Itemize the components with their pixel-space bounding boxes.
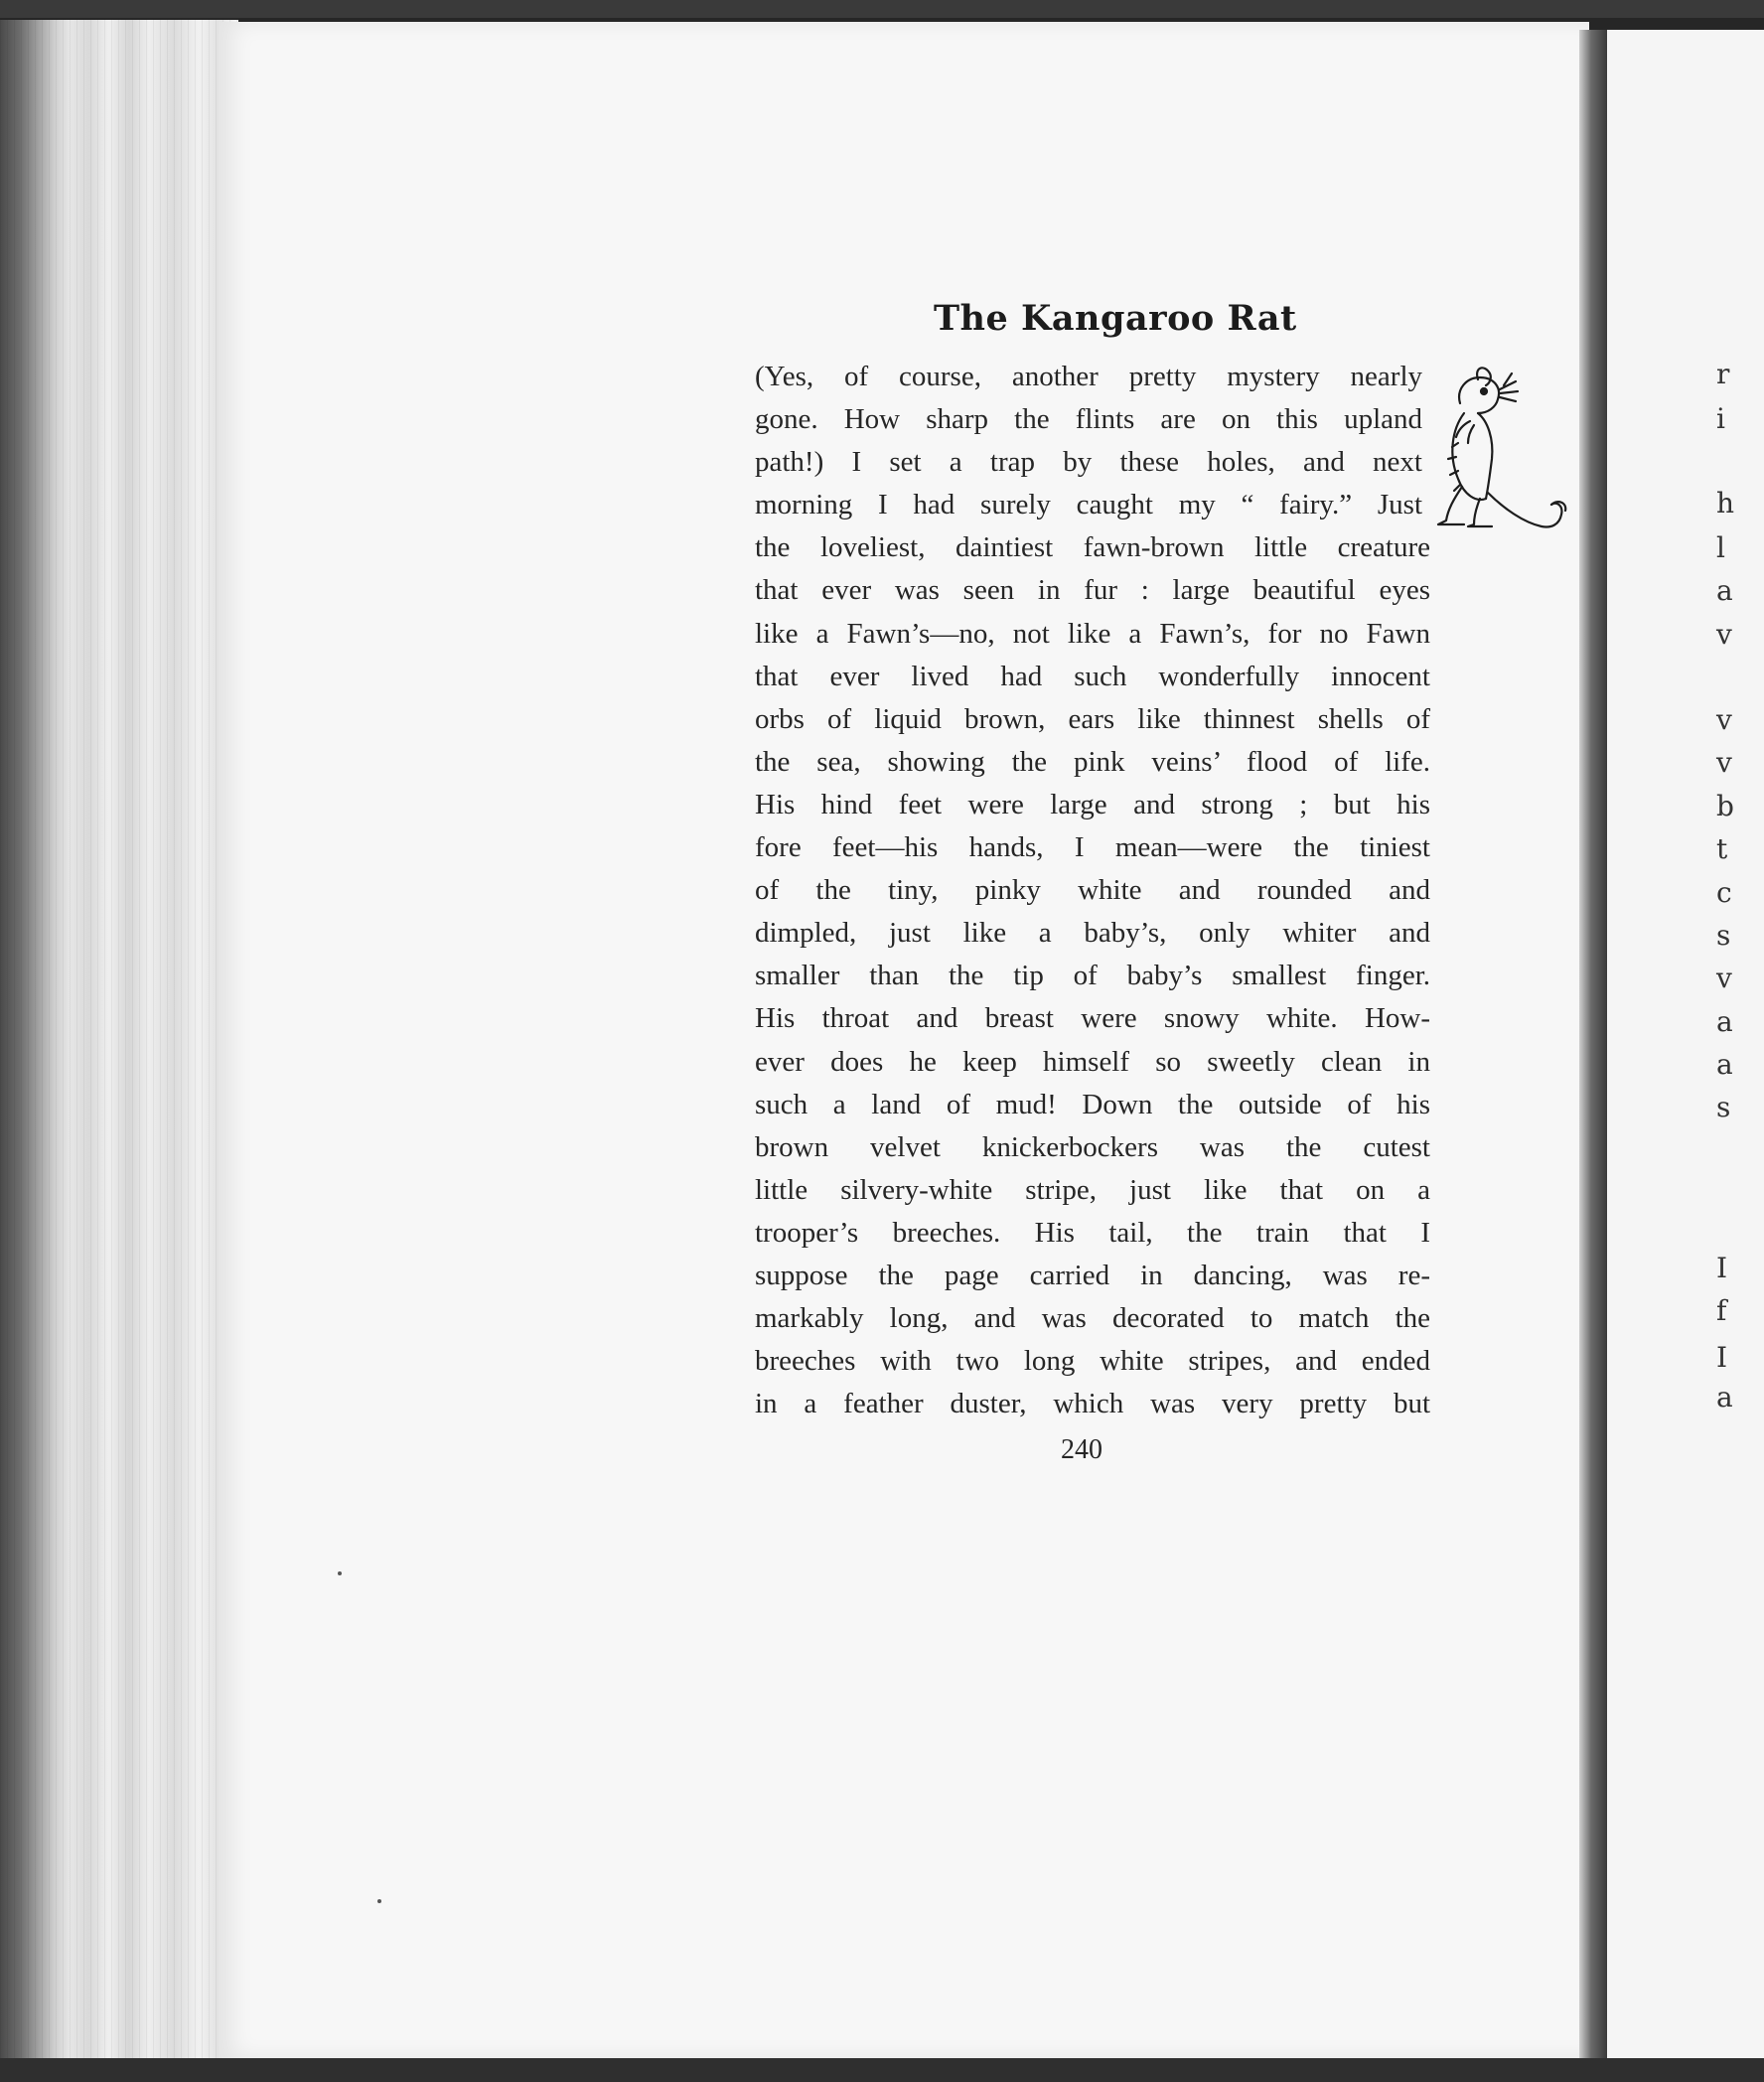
text-line: suppose the page carried in dancing, was re- xyxy=(755,1259,1430,1291)
text-line: morning I had surely caught my “ fairy.” Just xyxy=(755,489,1422,521)
facing-page-letter: i xyxy=(1716,402,1725,435)
page-number: 240 xyxy=(1061,1434,1102,1465)
text-line: markably long, and was decorated to match the xyxy=(755,1302,1430,1335)
facing-page-letter: t xyxy=(1716,832,1728,865)
text-line: ever does he keep himself so sweetly clean in xyxy=(755,1045,1430,1078)
facing-page-letter: s xyxy=(1716,1091,1731,1123)
facing-page-letter: f xyxy=(1716,1294,1727,1327)
text-line: trooper’s breeches. His tail, the train that I xyxy=(755,1216,1430,1249)
text-line: dimpled, just like a baby’s, only whiter and xyxy=(755,917,1430,950)
facing-page-letter: a xyxy=(1716,574,1733,607)
facing-page-letter: a xyxy=(1716,1381,1733,1413)
book-bottom-edge xyxy=(0,2058,1764,2082)
facing-page-letter: v xyxy=(1716,618,1732,651)
text-line: in a feather duster, which was very pretty but xyxy=(755,1388,1430,1420)
text-line: little silvery-white stripe, just like that on a xyxy=(755,1173,1430,1206)
text-line: breeches with two long white stripes, and ended xyxy=(755,1345,1430,1378)
facing-page-letter: I xyxy=(1716,1341,1728,1374)
facing-page-letter: c xyxy=(1716,876,1732,909)
facing-page-letter: v xyxy=(1716,746,1732,779)
text-line: path!) I set a trap by these holes, and next xyxy=(755,446,1422,479)
text-line: fore feet—his hands, I mean—were the tiniest xyxy=(755,831,1430,864)
text-line: (Yes, of course, another pretty mystery nearly xyxy=(755,361,1422,392)
facing-page-letter: v xyxy=(1716,703,1732,736)
text-line: His throat and breast were snowy white. How- xyxy=(755,1002,1430,1035)
facing-page-letter: h xyxy=(1716,487,1735,520)
facing-page-letter: r xyxy=(1716,358,1730,390)
body-text xyxy=(755,356,1430,1425)
text-line: such a land of mud! Down the outside of his xyxy=(755,1088,1430,1120)
text-line: gone. How sharp the flints are on this upland xyxy=(755,403,1422,436)
facing-page-letter: s xyxy=(1716,919,1731,952)
text-line: of the tiny, pinky white and rounded and xyxy=(755,874,1430,907)
facing-page-letter: v xyxy=(1716,962,1732,994)
page-speck xyxy=(377,1899,381,1903)
text-line: orbs of liquid brown, ears like thinnest shells of xyxy=(755,702,1430,735)
book-top-edge xyxy=(0,0,1764,18)
facing-page-letter: I xyxy=(1716,1252,1728,1284)
text-line: the loveliest, daintiest fawn-brown little creature xyxy=(755,531,1430,564)
text-line: brown velvet knickerbockers was the cutest xyxy=(755,1130,1430,1163)
running-head: The Kangaroo Rat xyxy=(934,298,1297,339)
text-line: smaller than the tip of baby’s smallest finger. xyxy=(755,960,1430,992)
facing-page-letter: l xyxy=(1716,531,1725,564)
kangaroo-rat-illustration xyxy=(1434,360,1573,543)
facing-page-letter: b xyxy=(1716,790,1734,822)
text-line: His hind feet were large and strong ; but his xyxy=(755,788,1430,820)
text-line: that ever lived had such wonderfully innocent xyxy=(755,660,1430,692)
page-speck xyxy=(338,1571,342,1575)
text-line: the sea, showing the pink veins’ flood of life. xyxy=(755,745,1430,778)
facing-page-letter: a xyxy=(1716,1005,1733,1038)
book-gutter xyxy=(1579,30,1607,2066)
facing-page xyxy=(1607,30,1764,2066)
text-line: that ever was seen in fur : large beautiful eyes xyxy=(755,574,1430,607)
text-line: like a Fawn’s—no, not like a Fawn’s, for no Fawn xyxy=(755,617,1430,650)
page-stack-edges xyxy=(0,20,238,2066)
facing-page-letter: a xyxy=(1716,1048,1733,1081)
